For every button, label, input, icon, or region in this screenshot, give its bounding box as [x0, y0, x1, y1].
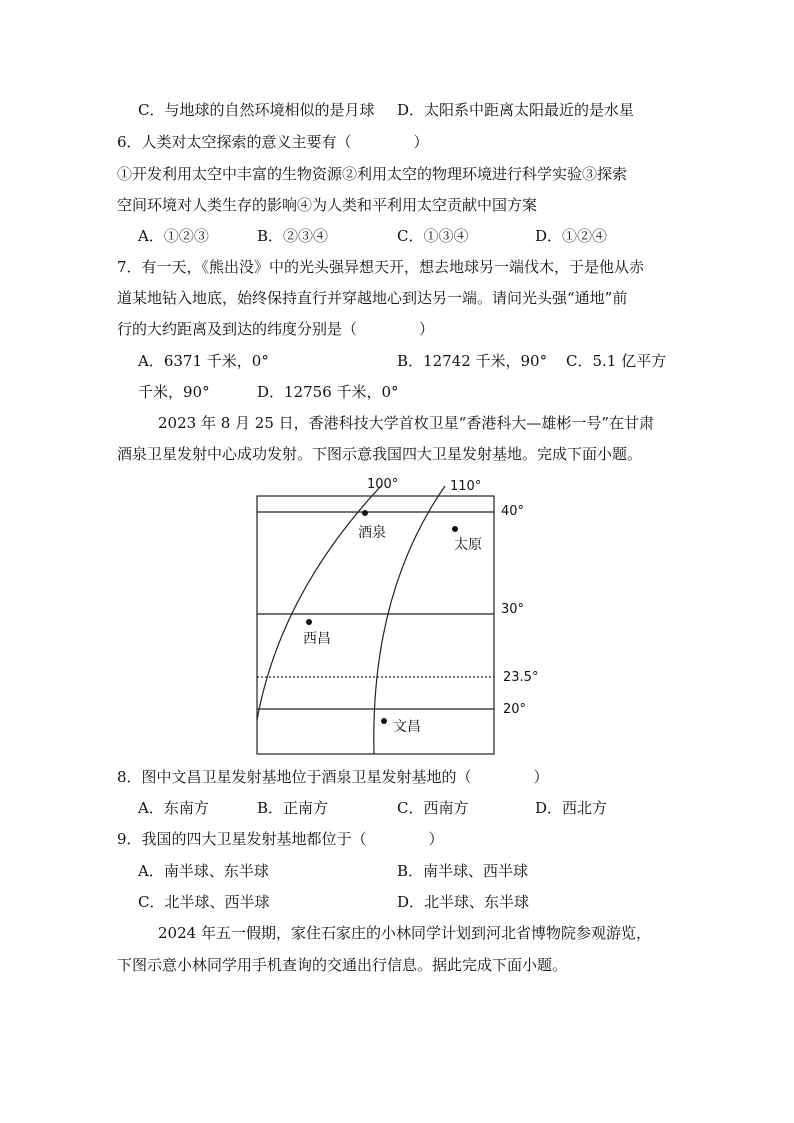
q7-stem-text: 行的大约距离及到达的纬度分别是（ — [117, 320, 358, 338]
parallel-30-label: 30° — [501, 602, 525, 617]
xichang-marker — [306, 619, 312, 625]
q7-line2: 道某地钻入地底，始终保持直行并穿越地心到达另一端。请问光头强“通地”前 — [117, 289, 628, 307]
q6-items-line1: ①开发利用太空中丰富的生物资源②利用太空的物理环境进行科学实验③探索 — [117, 165, 628, 183]
q6-option-b: B．②③④ — [257, 227, 329, 245]
q5-option-d: D．太阳系中距离太阳最近的是水星 — [397, 101, 635, 119]
q8-option-d: D．西北方 — [535, 799, 608, 817]
meridian-100-label: 100° — [367, 477, 399, 492]
wenchang-label: 文昌 — [393, 719, 421, 735]
q6-close-paren: ） — [413, 133, 429, 151]
q7-option-c-part1: C．5.1 亿平方 — [566, 352, 667, 370]
q8-close-paren: ） — [533, 768, 549, 786]
parallel-40-label: 40° — [501, 504, 525, 519]
launch-sites-map — [250, 474, 550, 758]
q7-line1: 7．有一天，《熊出没》中的光头强异想天开，想去地球另一端伐木，于是他从赤 — [117, 258, 645, 276]
q7-option-d: D．12756 千米，0° — [257, 383, 399, 401]
intro1-line1: 2023 年 8 月 25 日，香港科技大学首枚卫星“香港科大—雄彬一号”在甘肃 — [158, 414, 654, 432]
q9-option-d: D．北半球、东半球 — [397, 893, 530, 911]
wenchang-marker — [381, 718, 387, 724]
q6-option-a: A．①②③ — [138, 227, 209, 245]
q9-option-b: B．南半球、西半球 — [397, 862, 529, 880]
q9-stem-text: 9．我国的四大卫星发射基地都位于（ — [117, 830, 367, 848]
q9-stem — [117, 829, 444, 849]
q8-stem — [117, 767, 549, 787]
q8-stem-text: 8．图中文昌卫星发射基地位于酒泉卫星发射基地的（ — [117, 768, 472, 786]
q7-option-b: B．12742 千米，90° — [397, 352, 548, 370]
intro2-line2: 下图示意小林同学用手机查询的交通出行信息。据此完成下面小题。 — [117, 956, 568, 974]
q6-stem-text: 6．人类对太空探索的意义主要有（ — [117, 133, 352, 151]
q9-option-c: C．北半球、西半球 — [138, 893, 270, 911]
intro2-line1: 2024 年五一假期，家住石家庄的小林同学计划到河北省博物院参观游览， — [158, 924, 651, 942]
meridian-100-line — [257, 486, 381, 720]
q8-option-b: B．正南方 — [257, 799, 329, 817]
parallel-20-label: 20° — [503, 702, 527, 717]
q7-option-c-part2: 千米，90° — [138, 383, 210, 401]
q7-option-a: A．6371 千米，0° — [138, 352, 269, 370]
q7-line3 — [117, 319, 434, 339]
q9-close-paren: ） — [428, 830, 444, 848]
q6-items-line2: 空间环境对人类生存的影响④为人类和平利用太空贡献中国方案 — [117, 196, 538, 214]
taiyuan-marker — [452, 526, 458, 532]
q7-close-paren: ） — [419, 320, 435, 338]
taiyuan-label: 太原 — [454, 537, 482, 553]
xichang-label: 西昌 — [303, 631, 331, 647]
q8-option-c: C．西南方 — [397, 799, 469, 817]
q6-option-c: C．①③④ — [397, 227, 469, 245]
intro1-line2: 酒泉卫星发射中心成功发射。下图示意我国四大卫星发射基地。完成下面小题。 — [117, 445, 643, 463]
meridian-110-label: 110° — [450, 479, 482, 494]
q8-option-a: A．东南方 — [138, 799, 209, 817]
jiuquan-marker — [362, 510, 368, 516]
q9-option-a: A．南半球、东半球 — [138, 862, 269, 880]
jiuquan-label: 酒泉 — [358, 525, 386, 541]
q6-stem — [117, 132, 429, 152]
q5-option-c: C．与地球的自然环境相似的是月球 — [138, 101, 375, 119]
q6-option-d: D．①②④ — [535, 227, 608, 245]
tropic-label: 23.5° — [503, 670, 539, 685]
